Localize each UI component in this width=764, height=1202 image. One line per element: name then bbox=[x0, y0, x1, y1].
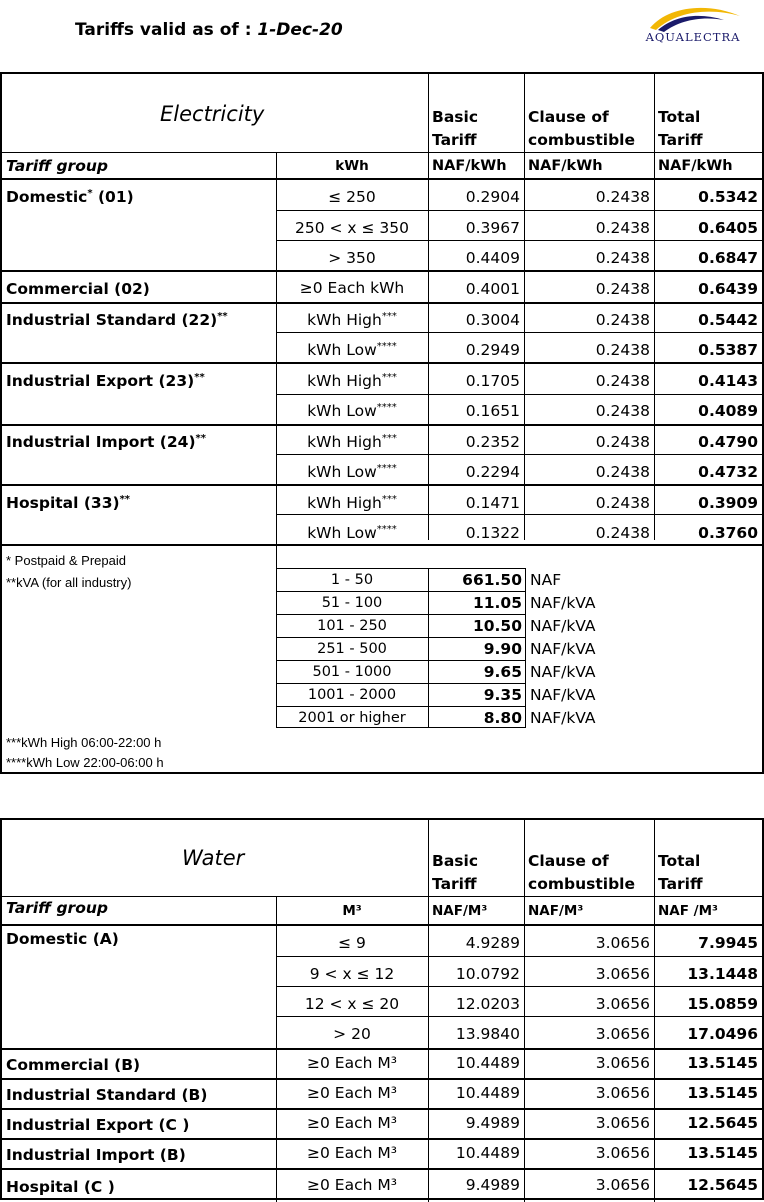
water-title: Water bbox=[182, 846, 245, 870]
col-total-2: Tariff bbox=[658, 131, 703, 149]
col-clause-2: combustible bbox=[528, 875, 635, 893]
unit-range: M³ bbox=[342, 903, 362, 919]
table-cell: 101 - 250 bbox=[317, 618, 387, 634]
group-industrial-standard bbox=[6, 311, 228, 329]
table-cell: kWh Low bbox=[307, 524, 377, 542]
col-clause-1: Clause of bbox=[528, 108, 609, 126]
group-commercial: Commercial (B) bbox=[6, 1056, 141, 1074]
table-cell: 661.50 bbox=[462, 571, 522, 589]
table-cell: 9.90 bbox=[483, 640, 522, 658]
table-cell: ** bbox=[195, 432, 207, 444]
col-total-1: Total bbox=[658, 852, 701, 870]
table-cell: ≤ 9 bbox=[338, 934, 366, 952]
table-cell: 1 - 50 bbox=[330, 572, 374, 588]
note-kwh-low: ****kWh Low 22:00-06:00 h bbox=[6, 755, 164, 770]
table-cell: 0.6439 bbox=[698, 280, 758, 298]
table-cell: *** bbox=[381, 493, 397, 505]
table-cell: 3.0656 bbox=[595, 995, 650, 1013]
table-cell: 0.2438 bbox=[595, 524, 650, 542]
table-cell: 4.9289 bbox=[465, 934, 520, 952]
group-domestic bbox=[6, 188, 134, 206]
table-cell: *** bbox=[381, 432, 397, 444]
unit-range: kWh bbox=[335, 158, 369, 174]
table-cell: 17.0496 bbox=[687, 1025, 758, 1043]
title-prefix: Tariffs valid as of : bbox=[75, 20, 258, 40]
table-cell: 13.9840 bbox=[455, 1025, 520, 1043]
table-cell: kWh High bbox=[307, 311, 382, 329]
table-cell: *** bbox=[381, 371, 397, 383]
table-cell: 3.0656 bbox=[595, 1144, 650, 1162]
table-cell: 9 < x ≤ 12 bbox=[309, 965, 395, 983]
table-cell: 0.3967 bbox=[465, 219, 520, 237]
unit-group: Tariff group bbox=[6, 157, 108, 175]
table-cell: 8.80 bbox=[483, 709, 522, 727]
table-cell: > 350 bbox=[328, 249, 376, 267]
table-cell: 0.5387 bbox=[698, 341, 758, 359]
table-cell: 10.0792 bbox=[455, 965, 520, 983]
table-cell: 0.3004 bbox=[465, 311, 520, 329]
table-cell: ≥0 Each M³ bbox=[307, 1054, 397, 1072]
table-cell: 0.2438 bbox=[595, 188, 650, 206]
table-cell: 12.0203 bbox=[455, 995, 520, 1013]
col-total-2: Tariff bbox=[658, 875, 703, 893]
table-cell: 9.65 bbox=[483, 663, 522, 681]
table-cell: *** bbox=[381, 310, 397, 322]
table-cell: 0.2438 bbox=[595, 372, 650, 390]
table-cell: ≥0 Each M³ bbox=[307, 1084, 397, 1102]
group-industrial-import: Industrial Import (B) bbox=[6, 1146, 186, 1164]
table-cell: 0.2438 bbox=[595, 280, 650, 298]
table-cell: 12.5645 bbox=[687, 1176, 758, 1194]
group-industrial-standard: Industrial Standard (B) bbox=[6, 1086, 208, 1104]
table-cell: 0.2438 bbox=[595, 249, 650, 267]
table-cell: **** bbox=[376, 523, 397, 535]
col-clause-1: Clause of bbox=[528, 852, 609, 870]
table-cell: 3.0656 bbox=[595, 1176, 650, 1194]
table-cell: 0.2904 bbox=[465, 188, 520, 206]
table-cell: 0.2949 bbox=[465, 341, 520, 359]
group-industrial-export: Industrial Export (C ) bbox=[6, 1116, 190, 1134]
group-industrial-export bbox=[6, 372, 205, 390]
table-cell: 0.1322 bbox=[465, 524, 520, 542]
table-cell: 9.35 bbox=[483, 686, 522, 704]
table-cell: 12.5645 bbox=[687, 1114, 758, 1132]
unit-group: Tariff group bbox=[6, 899, 108, 917]
unit-clause: NAF/kWh bbox=[528, 158, 603, 174]
col-basic-1: Basic bbox=[432, 108, 479, 126]
group-domestic: Domestic (A) bbox=[6, 930, 119, 948]
table-cell: (01) bbox=[92, 188, 134, 206]
table-cell: Hospital (33) bbox=[6, 494, 120, 512]
group-commercial: Commercial (02) bbox=[6, 280, 150, 298]
group-hospital bbox=[6, 494, 130, 512]
table-cell: 0.2438 bbox=[595, 463, 650, 481]
table-cell: 0.2438 bbox=[595, 219, 650, 237]
title-date: 1-Dec-20 bbox=[257, 20, 343, 40]
table-cell: 3.0656 bbox=[595, 1114, 650, 1132]
table-cell: ≥0 Each M³ bbox=[307, 1144, 397, 1162]
unit-basic: NAF/M³ bbox=[432, 903, 488, 919]
table-cell: ≥0 Each M³ bbox=[307, 1176, 397, 1194]
group-industrial-import bbox=[6, 433, 206, 451]
table-cell: **** bbox=[376, 340, 397, 352]
table-cell: 0.4790 bbox=[698, 433, 758, 451]
table-cell: 0.4143 bbox=[698, 372, 758, 390]
table-cell: 10.4489 bbox=[455, 1144, 520, 1162]
electricity-table bbox=[0, 72, 764, 774]
table-cell: 3.0656 bbox=[595, 1025, 650, 1043]
table-cell: 3.0656 bbox=[595, 934, 650, 952]
table-cell: kWh Low bbox=[307, 402, 377, 420]
table-cell: ≥0 Each M³ bbox=[307, 1114, 397, 1132]
table-cell: 3.0656 bbox=[595, 965, 650, 983]
table-cell: kWh Low bbox=[307, 463, 377, 481]
table-cell: 0.5342 bbox=[698, 188, 758, 206]
table-cell: 9.4989 bbox=[465, 1176, 520, 1194]
table-cell: NAF/kVA bbox=[530, 617, 596, 635]
table-cell: 15.0859 bbox=[687, 995, 758, 1013]
table-cell: Domestic bbox=[6, 188, 88, 206]
col-clause-2: combustible bbox=[528, 131, 635, 149]
table-cell: 0.4089 bbox=[698, 402, 758, 420]
table-cell: 0.6847 bbox=[698, 249, 758, 267]
table-cell: 0.1471 bbox=[465, 494, 520, 512]
unit-basic: NAF/kWh bbox=[432, 158, 507, 174]
table-cell: 0.4001 bbox=[465, 280, 520, 298]
table-cell: 0.2438 bbox=[595, 402, 650, 420]
table-cell: **** bbox=[376, 462, 397, 474]
table-cell: Industrial Export (23) bbox=[6, 372, 195, 390]
table-cell: 251 - 500 bbox=[317, 641, 387, 657]
table-cell: 2001 or higher bbox=[298, 710, 406, 726]
table-cell: kWh High bbox=[307, 494, 382, 512]
table-cell: 10.4489 bbox=[455, 1054, 520, 1072]
table-cell: 250 < x ≤ 350 bbox=[294, 219, 410, 237]
table-cell: 12 < x ≤ 20 bbox=[304, 995, 400, 1013]
table-cell: 0.4409 bbox=[465, 249, 520, 267]
table-cell: 0.6405 bbox=[698, 219, 758, 237]
table-cell: ≤ 250 bbox=[328, 188, 376, 206]
unit-total: NAF/kWh bbox=[658, 158, 733, 174]
table-cell: 501 - 1000 bbox=[312, 664, 392, 680]
table-cell: * bbox=[87, 187, 93, 199]
table-cell: ** bbox=[194, 371, 205, 383]
table-cell: **** bbox=[376, 401, 397, 413]
table-cell: NAF/kVA bbox=[530, 686, 596, 704]
table-cell: NAF/kVA bbox=[530, 663, 596, 681]
table-cell: Industrial Standard (22) bbox=[6, 311, 218, 329]
col-basic-2: Tariff bbox=[432, 131, 477, 149]
table-cell: kWh High bbox=[307, 372, 382, 390]
table-cell: 51 - 100 bbox=[321, 595, 383, 611]
water-table bbox=[0, 818, 764, 1200]
table-cell: 3.0656 bbox=[595, 1054, 650, 1072]
table-cell: > 20 bbox=[333, 1025, 371, 1043]
table-cell: 0.2438 bbox=[595, 311, 650, 329]
table-cell: 0.4732 bbox=[698, 463, 758, 481]
table-cell: ** bbox=[217, 310, 228, 322]
unit-total: NAF /M³ bbox=[658, 903, 718, 919]
note-kva: **kVA (for all industry) bbox=[6, 575, 132, 590]
table-cell: ≥0 Each kWh bbox=[299, 279, 405, 297]
table-cell: kWh High bbox=[307, 433, 382, 451]
logo-text: AQUALECTRA bbox=[645, 30, 741, 44]
table-cell: 0.2438 bbox=[595, 494, 650, 512]
table-cell: 10.4489 bbox=[455, 1084, 520, 1102]
table-cell: NAF bbox=[530, 571, 562, 589]
table-cell: NAF/kVA bbox=[530, 640, 596, 658]
table-cell: 1001 - 2000 bbox=[307, 687, 397, 703]
col-total-1: Total bbox=[658, 108, 701, 126]
table-cell: NAF/kVA bbox=[530, 709, 596, 727]
table-cell: 13.5145 bbox=[687, 1144, 758, 1162]
table-cell: 0.1651 bbox=[465, 402, 520, 420]
table-cell: 0.2438 bbox=[595, 433, 650, 451]
table-cell: 0.3760 bbox=[698, 524, 758, 542]
table-cell: kWh Low bbox=[307, 341, 377, 359]
table-cell: 0.2294 bbox=[465, 463, 520, 481]
unit-clause: NAF/M³ bbox=[528, 903, 584, 919]
table-cell: ** bbox=[119, 493, 131, 505]
table-cell: 10.50 bbox=[472, 617, 522, 635]
table-cell: 3.0656 bbox=[595, 1084, 650, 1102]
table-cell: 0.2352 bbox=[465, 433, 520, 451]
table-cell: 9.4989 bbox=[465, 1114, 520, 1132]
group-hospital: Hospital (C ) bbox=[6, 1178, 115, 1196]
table-cell: 13.5145 bbox=[687, 1084, 758, 1102]
table-cell: 0.2438 bbox=[595, 341, 650, 359]
table-cell: 7.9945 bbox=[698, 934, 758, 952]
table-cell: 0.5442 bbox=[698, 311, 758, 329]
page-title bbox=[75, 20, 343, 40]
col-basic-2: Tariff bbox=[432, 875, 477, 893]
table-cell: 11.05 bbox=[472, 594, 522, 612]
col-basic-1: Basic bbox=[432, 852, 479, 870]
table-cell: NAF/kVA bbox=[530, 594, 596, 612]
table-cell: Industrial Import (24) bbox=[6, 433, 196, 451]
table-cell: 13.1448 bbox=[687, 965, 758, 983]
note-postpaid: * Postpaid & Prepaid bbox=[6, 553, 126, 568]
table-cell: 13.5145 bbox=[687, 1054, 758, 1072]
table-cell: 0.1705 bbox=[465, 372, 520, 390]
table-cell: 0.3909 bbox=[698, 494, 758, 512]
electricity-title: Electricity bbox=[160, 102, 265, 126]
note-kwh-high: ***kWh High 06:00-22:00 h bbox=[6, 735, 162, 750]
